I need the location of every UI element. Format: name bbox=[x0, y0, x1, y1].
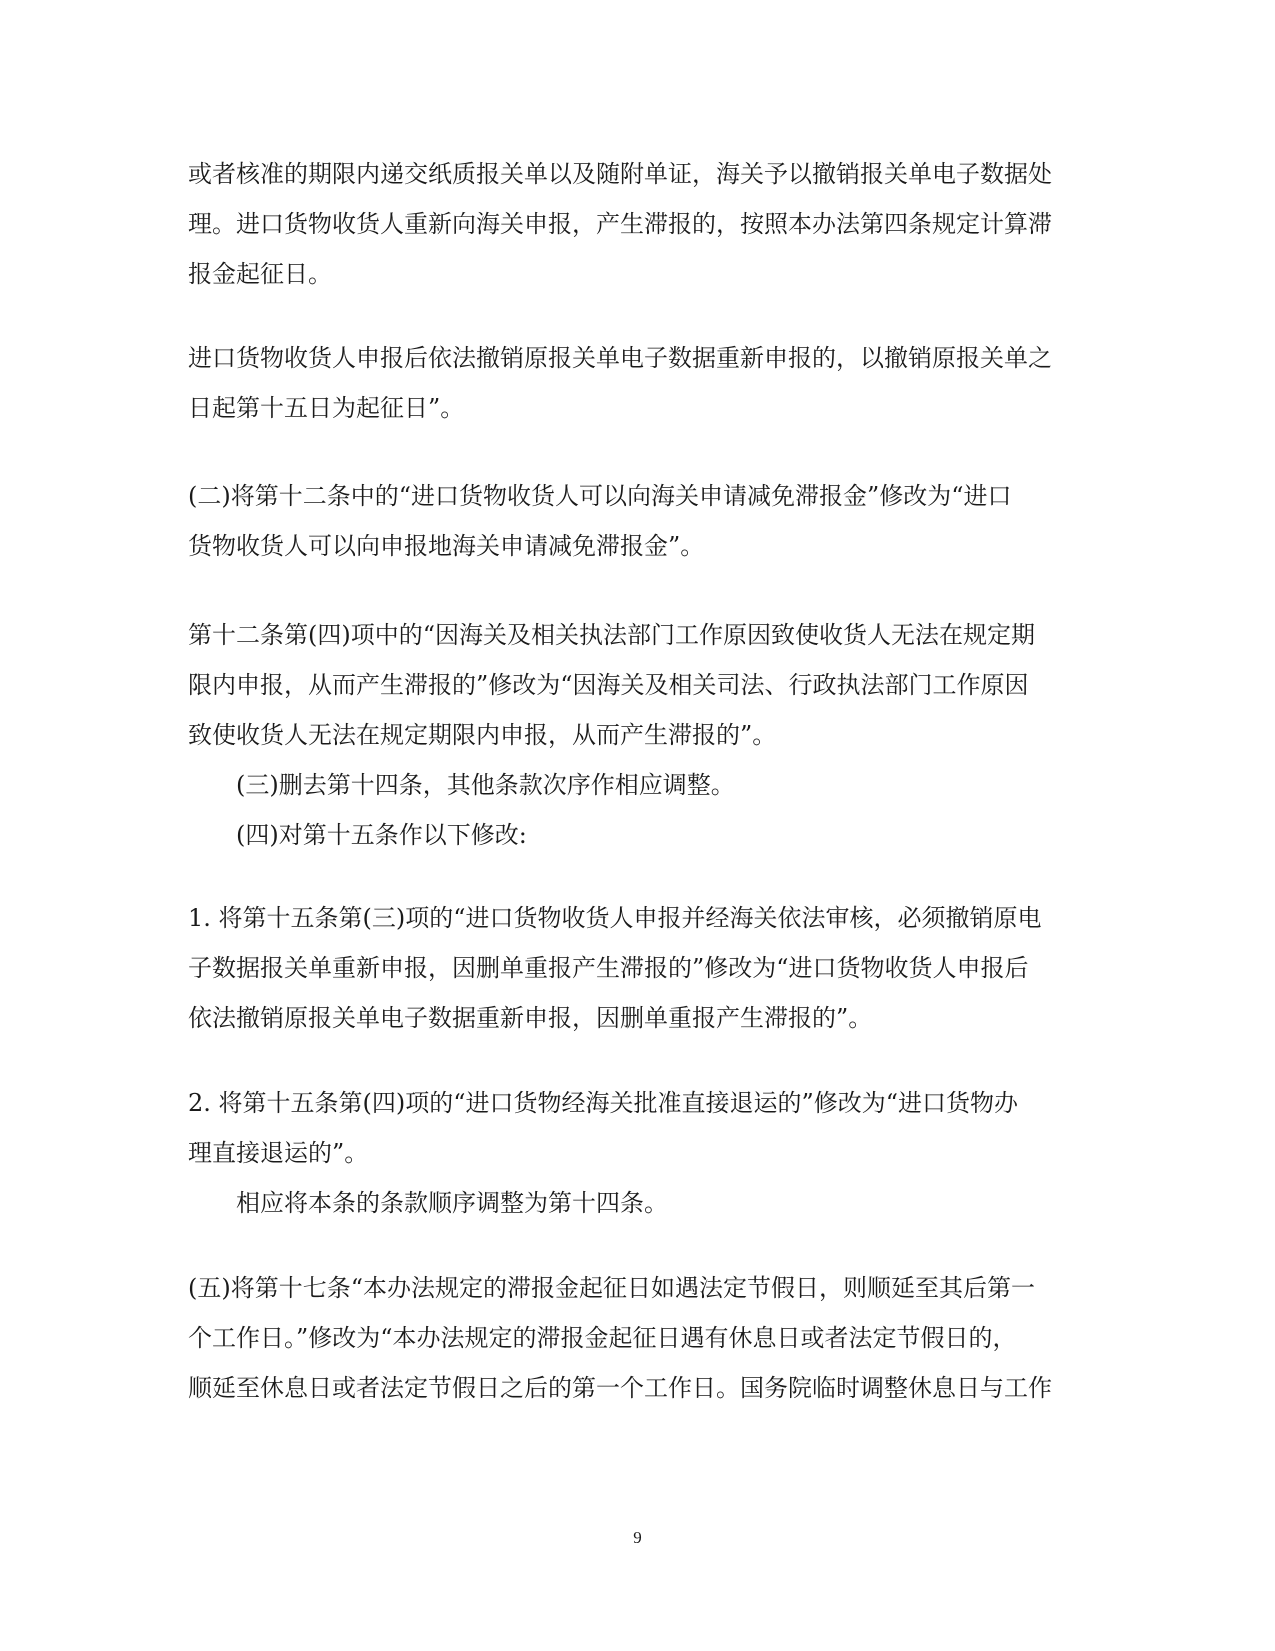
text-line: (五)将第十七条“本办法规定的滞报金起征日如遇法定节假日，则顺延至其后第一 bbox=[188, 1274, 1035, 1302]
text-line: 日起第十五日为起征日”。 bbox=[188, 394, 465, 422]
paragraph-5 bbox=[188, 760, 1088, 860]
text-line: 子数据报关单重新申报，因删单重报产生滞报的”修改为“进口货物收货人申报后 bbox=[188, 954, 1029, 982]
text-line: 第十二条第(四)项中的“因海关及相关执法部门工作原因致使收货人无法在规定期 bbox=[188, 621, 1035, 649]
text-line: 致使收货人无法在规定期限内申报，从而产生滞报的”。 bbox=[188, 721, 777, 749]
paragraph-7 bbox=[188, 1078, 1088, 1228]
paragraph-3 bbox=[188, 471, 1088, 571]
text-line: 1. 将第十五条第(三)项的“进口货物收货人申报并经海关依法审核，必须撤销原电 bbox=[188, 904, 1042, 932]
text-line: 顺延至休息日或者法定节假日之后的第一个工作日。国务院临时调整休息日与工作 bbox=[188, 1374, 1052, 1402]
text-line: 报金起征日。 bbox=[188, 260, 332, 288]
text-line: (四)对第十五条作以下修改: bbox=[236, 821, 527, 849]
paragraph-6 bbox=[188, 893, 1088, 1043]
text-line: 限内申报，从而产生滞报的”修改为“因海关及相关司法、行政执法部门工作原因 bbox=[188, 671, 1029, 699]
paragraph-1 bbox=[188, 149, 1088, 299]
paragraph-4 bbox=[188, 610, 1088, 760]
text-line: 个工作日。”修改为“本办法规定的滞报金起征日遇有休息日或者法定节假日的， bbox=[188, 1324, 1017, 1352]
text-line: (三)删去第十四条，其他条款次序作相应调整。 bbox=[236, 771, 735, 799]
text-line: 依法撤销原报关单电子数据重新申报，因删单重报产生滞报的”。 bbox=[188, 1004, 873, 1032]
text-line: 进口货物收货人申报后依法撤销原报关单电子数据重新申报的，以撤销原报关单之 bbox=[188, 344, 1052, 372]
page-number: 9 bbox=[633, 1528, 642, 1547]
paragraph-8 bbox=[188, 1263, 1088, 1413]
text-line: 或者核准的期限内递交纸质报关单以及随附单证，海关予以撤销报关单电子数据处 bbox=[188, 160, 1052, 188]
text-line: 理。进口货物收货人重新向海关申报，产生滞报的，按照本办法第四条规定计算滞 bbox=[188, 210, 1052, 238]
text-line: 货物收货人可以向申报地海关申请减免滞报金”。 bbox=[188, 532, 705, 560]
text-line: 2. 将第十五条第(四)项的“进口货物经海关批准直接退运的”修改为“进口货物办 bbox=[188, 1089, 1019, 1117]
text-line: 相应将本条的条款顺序调整为第十四条。 bbox=[236, 1189, 668, 1217]
text-line: 理直接退运的”。 bbox=[188, 1139, 369, 1167]
text-line: (二)将第十二条中的“进口货物收货人可以向海关申请减免滞报金”修改为“进口 bbox=[188, 482, 1012, 510]
paragraph-2 bbox=[188, 333, 1088, 433]
